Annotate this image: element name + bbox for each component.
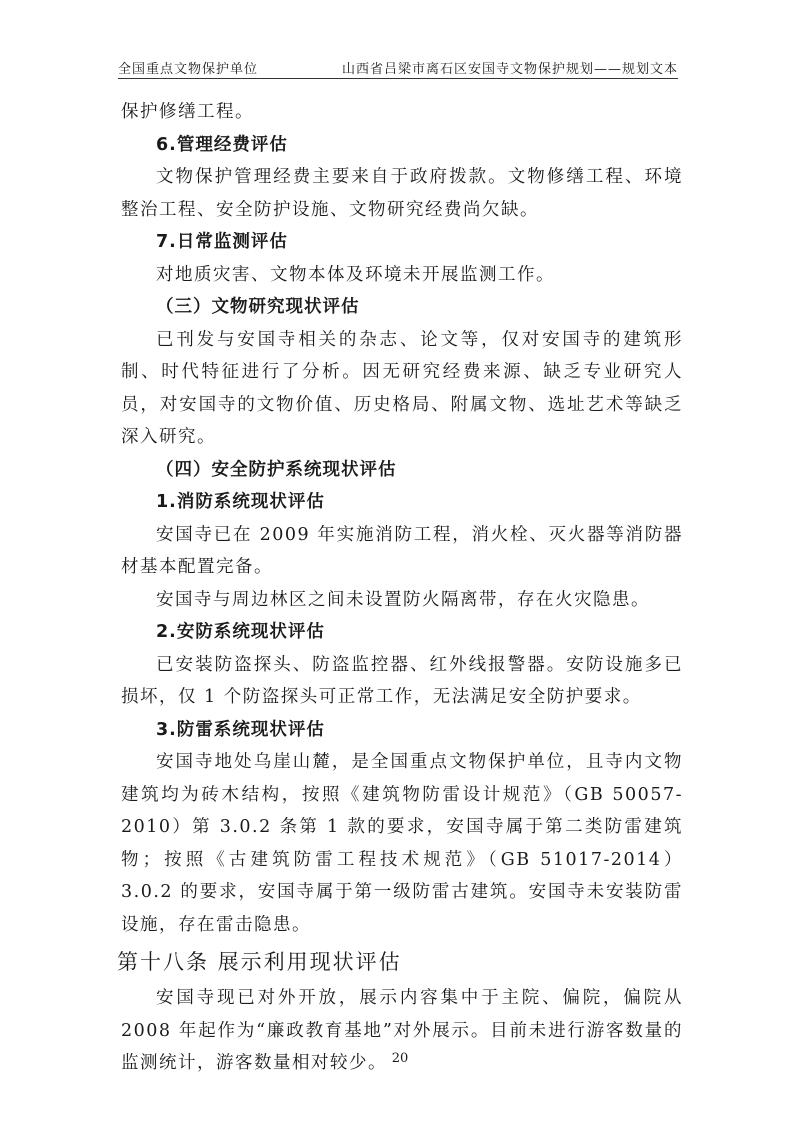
page-number: 20 — [391, 1051, 409, 1066]
heading-daily-monitoring: 7.日常监测评估 — [156, 232, 288, 252]
paragraph-research-status: 已刊发与安国寺相关的杂志、论文等，仅对安国寺的建筑形制、时代特征进行了分析。因无研究经费来源、缺乏专业研究人员，对安国寺的文物价值、历史格局、附属文物、选址艺术等缺乏深入研究。 — [121, 329, 683, 447]
heading-management-funding: 6.管理经费评估 — [156, 134, 288, 155]
paragraph-exhibition-status: 安国寺现已对外开放，展示内容集中于主院、偏院，偏院从 2008 年起作为“廉政教育基地”对外展示。目前未进行游客数量的监测统计，游客数量相对较少。 — [121, 988, 683, 1073]
heading-security-system: 2.安防系统现状评估 — [156, 622, 325, 642]
page-header — [118, 58, 678, 79]
paragraph-management-funding: 文物保护管理经费主要来自于政府拨款。文物修缮工程、环境整治工程、安全防护设施、文物研究经费尚欠缺。 — [121, 167, 683, 220]
heading-research-status: （三）文物研究现状评估 — [156, 297, 360, 317]
paragraph-continuation: 保护修缮工程。 — [121, 102, 254, 122]
paragraph-fire-system-a: 安国寺已在 2009 年实施消防工程，消火栓、灭火器等消防器材基本配置完备。 — [121, 524, 683, 577]
paragraph-fire-system-b: 安国寺与周边林区之间未设置防火隔离带，存在火灾隐患。 — [156, 589, 650, 610]
paragraph-daily-monitoring: 对地质灾害、文物本体及环境未开展监测工作。 — [156, 264, 555, 285]
paragraph-security-system: 已安装防盗探头、防盗监控器、红外线报警器。安防设施多已损坏，仅 1 个防盗探头可正常工作，无法满足安全防护要求。 — [121, 654, 683, 707]
header-right-text: 山西省吕梁市离石区安国寺文物保护规划——规划文本 — [341, 62, 678, 77]
header-left-text: 全国重点文物保护单位 — [118, 62, 259, 77]
article-18-heading: 第十八条 展示利用现状评估 — [117, 950, 402, 974]
paragraph-lightning-system: 安国寺地处乌崖山麓，是全国重点文物保护单位，且寺内文物建筑均为砖木结构，按照《建筑物防雷设计规范》（GB 50057-2010）第 3.0.2 条第 1 款的要求，安国寺属于第二类防雷建筑物；按照《古建筑防雷工程技术规范》（GB 51017-2014）3.0.2 的要求，安国寺属于第一级防雷古建筑。安国寺未安装防雷设施，存在雷击隐患。 — [121, 752, 683, 935]
document-body — [117, 96, 683, 1080]
heading-fire-system: 1.消防系统现状评估 — [156, 492, 325, 512]
heading-lightning-system: 3.防雷系统现状评估 — [156, 719, 325, 740]
heading-safety-system: （四）安全防护系统现状评估 — [156, 459, 397, 480]
